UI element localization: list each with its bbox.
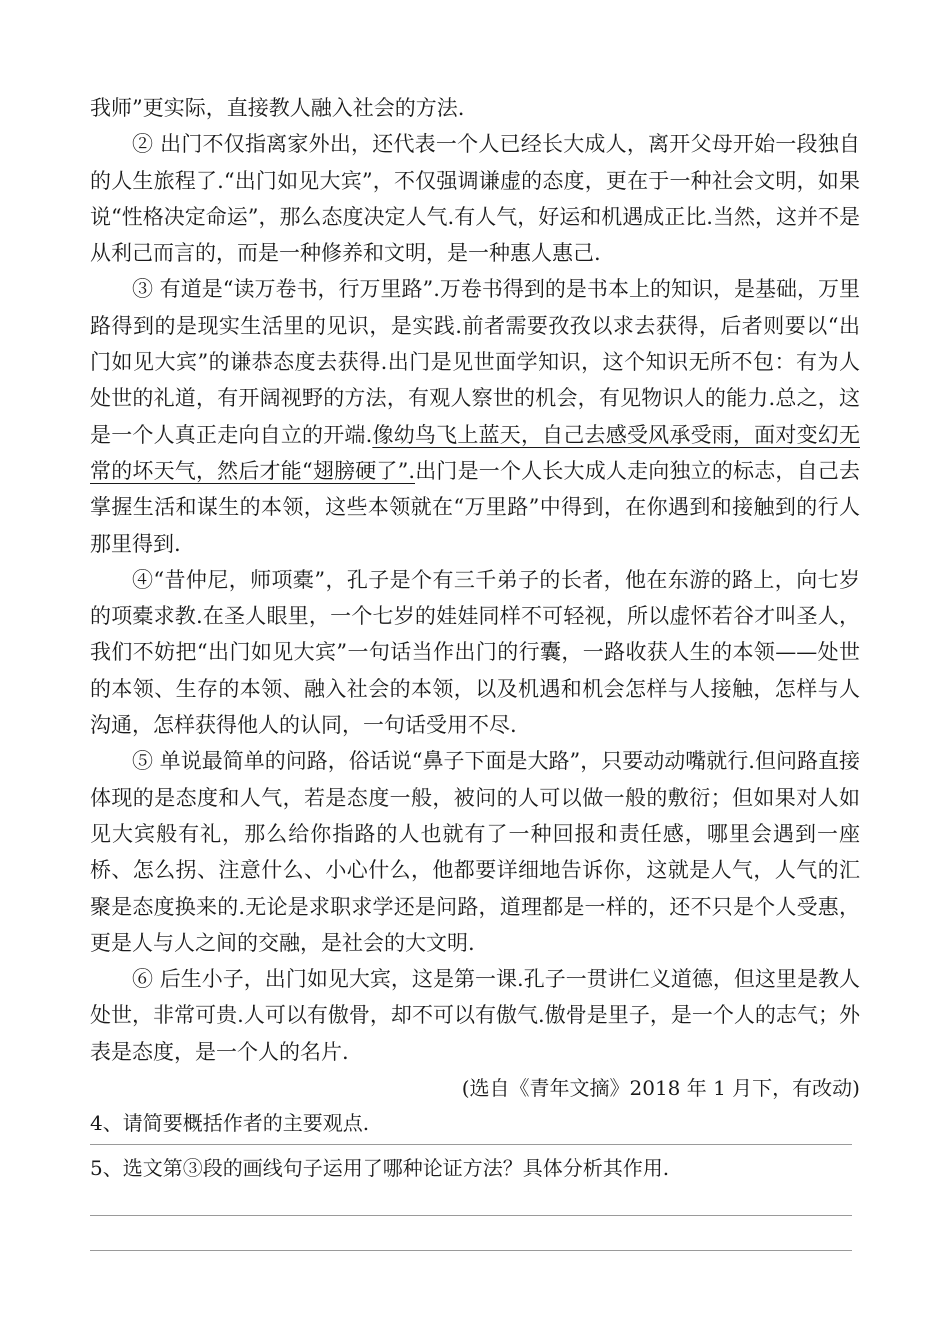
source-citation: (选自《青年文摘》2018 年 1 月下，有改动) [461, 1076, 860, 1101]
paragraph-1-end: 我师”更实际，直接教人融入社会的方法. [90, 96, 465, 120]
paragraph-3 [90, 271, 860, 561]
document-page [90, 90, 860, 1251]
paragraph-5: ⑤ 单说最简单的问路，俗话说“鼻子下面是大路”，只要动动嘴就行.但问路直接体现的是态度和人气，若是态度一般，被问的人可以做一般的敷衍；但如果对人如见大宾般有礼，那么给你指路的人也就有了一种回报和责任感，哪里会遇到一座桥、怎么拐、注意什么、小心什么，他都要详细地告诉你，这就是人气，人气的汇聚是态度换来的.无论是求职求学还是问路，道理都是一样的，还不只是个人受惠，更是人与人之间的交融，是社会的大文明. [90, 749, 860, 955]
answer-line-q5-2[interactable] [90, 1250, 852, 1251]
question-5: 5、选文第③段的画线句子运用了哪种论证方法？具体分析其作用. [90, 1156, 670, 1181]
paragraph-2: ② 出门不仅指离家外出，还代表一个人已经长大成人，离开父母开始一段独自的人生旅程了.“出门如见大宾”，不仅强调谦虚的态度，更在于一种社会文明，如果说“性格决定命运”，那么态度决定人气.有人气，好运和机遇成正比.当然，这并不是从利己而言的，而是一种修养和文明，是一种惠人惠己. [90, 132, 860, 266]
answer-line-q4[interactable] [90, 1144, 852, 1145]
underlined-sentence: 像幼鸟飞上蓝天，自己去感受风承受雨，面对变幻无常的坏天气，然后才能“翅膀硬了”. [90, 422, 860, 483]
paragraph-3-part-a: ③ 有道是“读万卷书，行万里路”.万卷书得到的是书本上的知识，是基础，万里路得到的是现实生活里的见识，是实践.前者需要孜孜以求去获得，后者则要以“出门如见大宾”的谦恭态度去获得.出门是见世面学知识，这个知识无所不包：有为人处世的礼道，有开阔视野的方法，有观人察世的机会，有见物识人的能力.总之，这是一个人真正走向自立的开端. [90, 277, 860, 447]
question-4: 4、请简要概括作者的主要观点. [90, 1111, 370, 1136]
paragraph-4: ④“昔仲尼，师项橐”，孔子是个有三千弟子的长者，他在东游的路上，向七岁的项橐求教.在圣人眼里，一个七岁的娃娃同样不可轻视，所以虚怀若谷才叫圣人，我们不妨把“出门如见大宾”一句话当作出门的行囊，一路收获人生的本领——处世的本领、生存的本领、融入社会的本领，以及机遇和机会怎样与人接触，怎样与人沟通，怎样获得他人的认同，一句话受用不尽. [90, 567, 860, 738]
paragraph-3-part-b: 出门是一个人长大成人走向独立的标志，自己去掌握生活和谋生的本领，这些本领就在“万里路”中得到，在你遇到和接触到的行人那里得到. [90, 458, 860, 556]
answer-line-q5-1[interactable] [90, 1215, 852, 1216]
paragraph-6: ⑥ 后生小子，出门如见大宾，这是第一课.孔子一贯讲仁义道德，但这里是教人处世，非常可贵.人可以有傲骨，却不可以有傲气.傲骨是里子，是一个人的志气；外表是态度，是一个人的名片. [90, 967, 860, 1064]
